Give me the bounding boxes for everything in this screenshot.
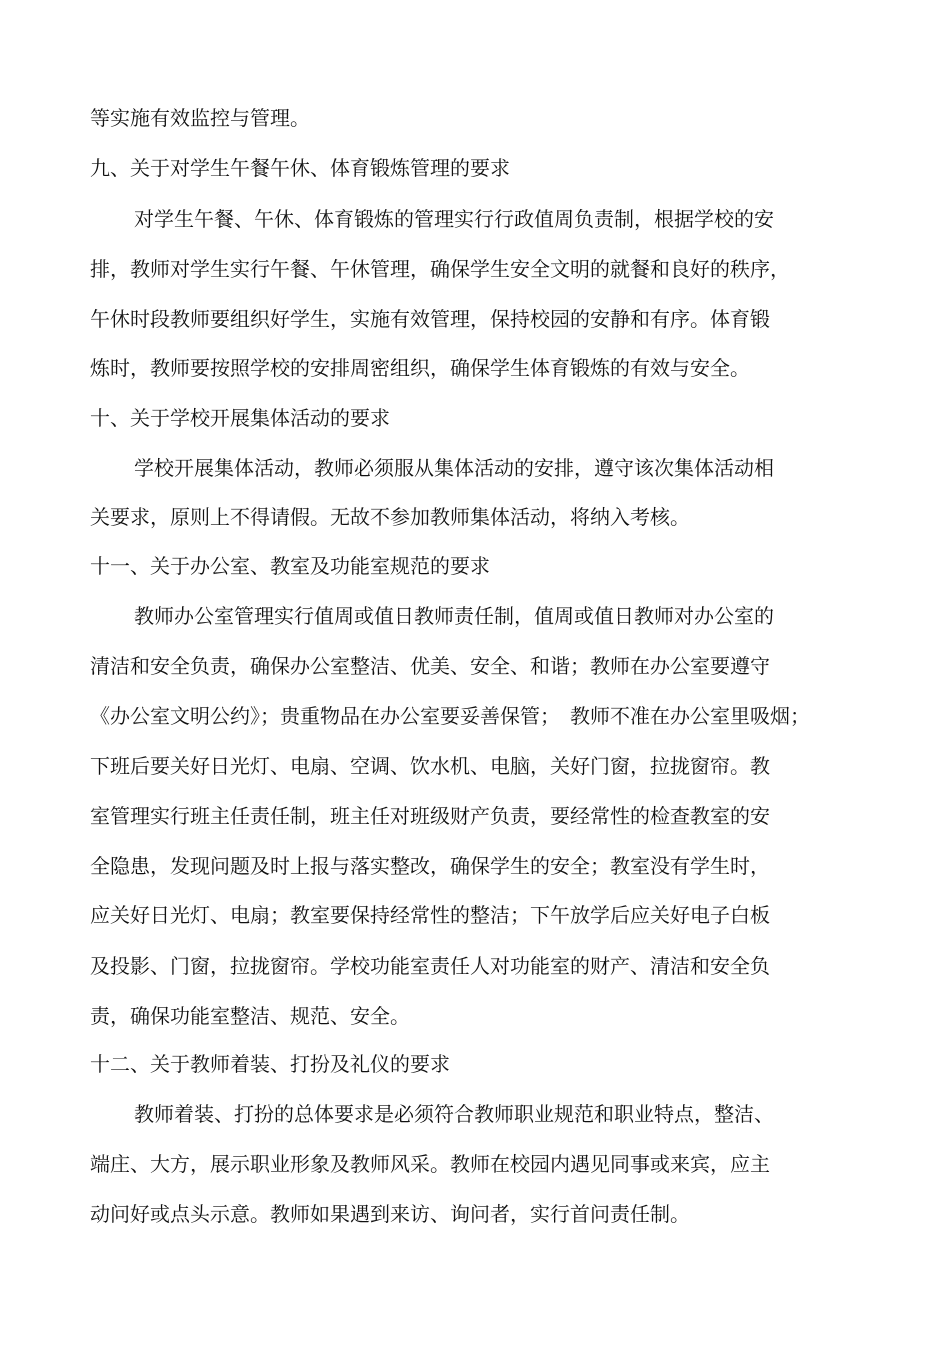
text-line: 午休时段教师要组织好学生，实施有效管理，保持校园的安静和有序。体育锻 [90,307,770,331]
text-line: 等实施有效监控与管理。 [90,106,310,130]
text-line: 清洁和安全负责，确保办公室整洁、优美、安全、和谐；教师在办公室要遵守 [90,654,770,678]
text-line: 排，教师对学生实行午餐、午休管理，确保学生安全文明的就餐和良好的秩序， [90,257,790,281]
text-line: 对学生午餐、午休、体育锻炼的管理实行行政值周负责制，根据学校的安 [134,207,774,231]
text-line: 责，确保功能室整洁、规范、安全。 [90,1004,410,1028]
text-line: 全隐患，发现问题及时上报与落实整改，确保学生的安全；教室没有学生时， [90,854,770,878]
text-line: 端庄、大方，展示职业形象及教师风采。教师在校园内遇见同事或来宾，应主 [90,1152,770,1176]
text-line: 关要求，原则上不得请假。无故不参加教师集体活动，将纳入考核。 [90,505,690,529]
section-heading-9: 九、关于对学生午餐午休、体育锻炼管理的要求 [90,156,510,180]
text-line: 动问好或点头示意。教师如果遇到来访、询问者，实行首问责任制。 [90,1202,690,1226]
text-line: 教师办公室管理实行值周或值日教师责任制，值周或值日教师对办公室的 [134,604,774,628]
section-heading-10: 十、关于学校开展集体活动的要求 [90,406,390,430]
text-line: 及投影、门窗，拉拢窗帘。学校功能室责任人对功能室的财产、清洁和安全负 [90,954,770,978]
text-line: 学校开展集体活动，教师必须服从集体活动的安排，遵守该次集体活动相 [134,456,774,480]
text-line: 下班后要关好日光灯、电扇、空调、饮水机、电脑，关好门窗，拉拢窗帘。教 [90,754,770,778]
section-heading-12: 十二、关于教师着装、打扮及礼仪的要求 [90,1052,450,1076]
text-line: 《办公室文明公约》；贵重物品在办公室要妥善保管； 教师不准在办公室里吸烟； [90,704,810,728]
text-line: 教师着装、打扮的总体要求是必须符合教师职业规范和职业特点，整洁、 [134,1102,774,1126]
text-line: 炼时，教师要按照学校的安排周密组织，确保学生体育锻炼的有效与安全。 [90,356,750,380]
text-line: 室管理实行班主任责任制，班主任对班级财产负责，要经常性的检查教室的安 [90,804,770,828]
section-heading-11: 十一、关于办公室、教室及功能室规范的要求 [90,554,490,578]
text-line: 应关好日光灯、电扇；教室要保持经常性的整洁；下午放学后应关好电子白板 [90,903,770,927]
